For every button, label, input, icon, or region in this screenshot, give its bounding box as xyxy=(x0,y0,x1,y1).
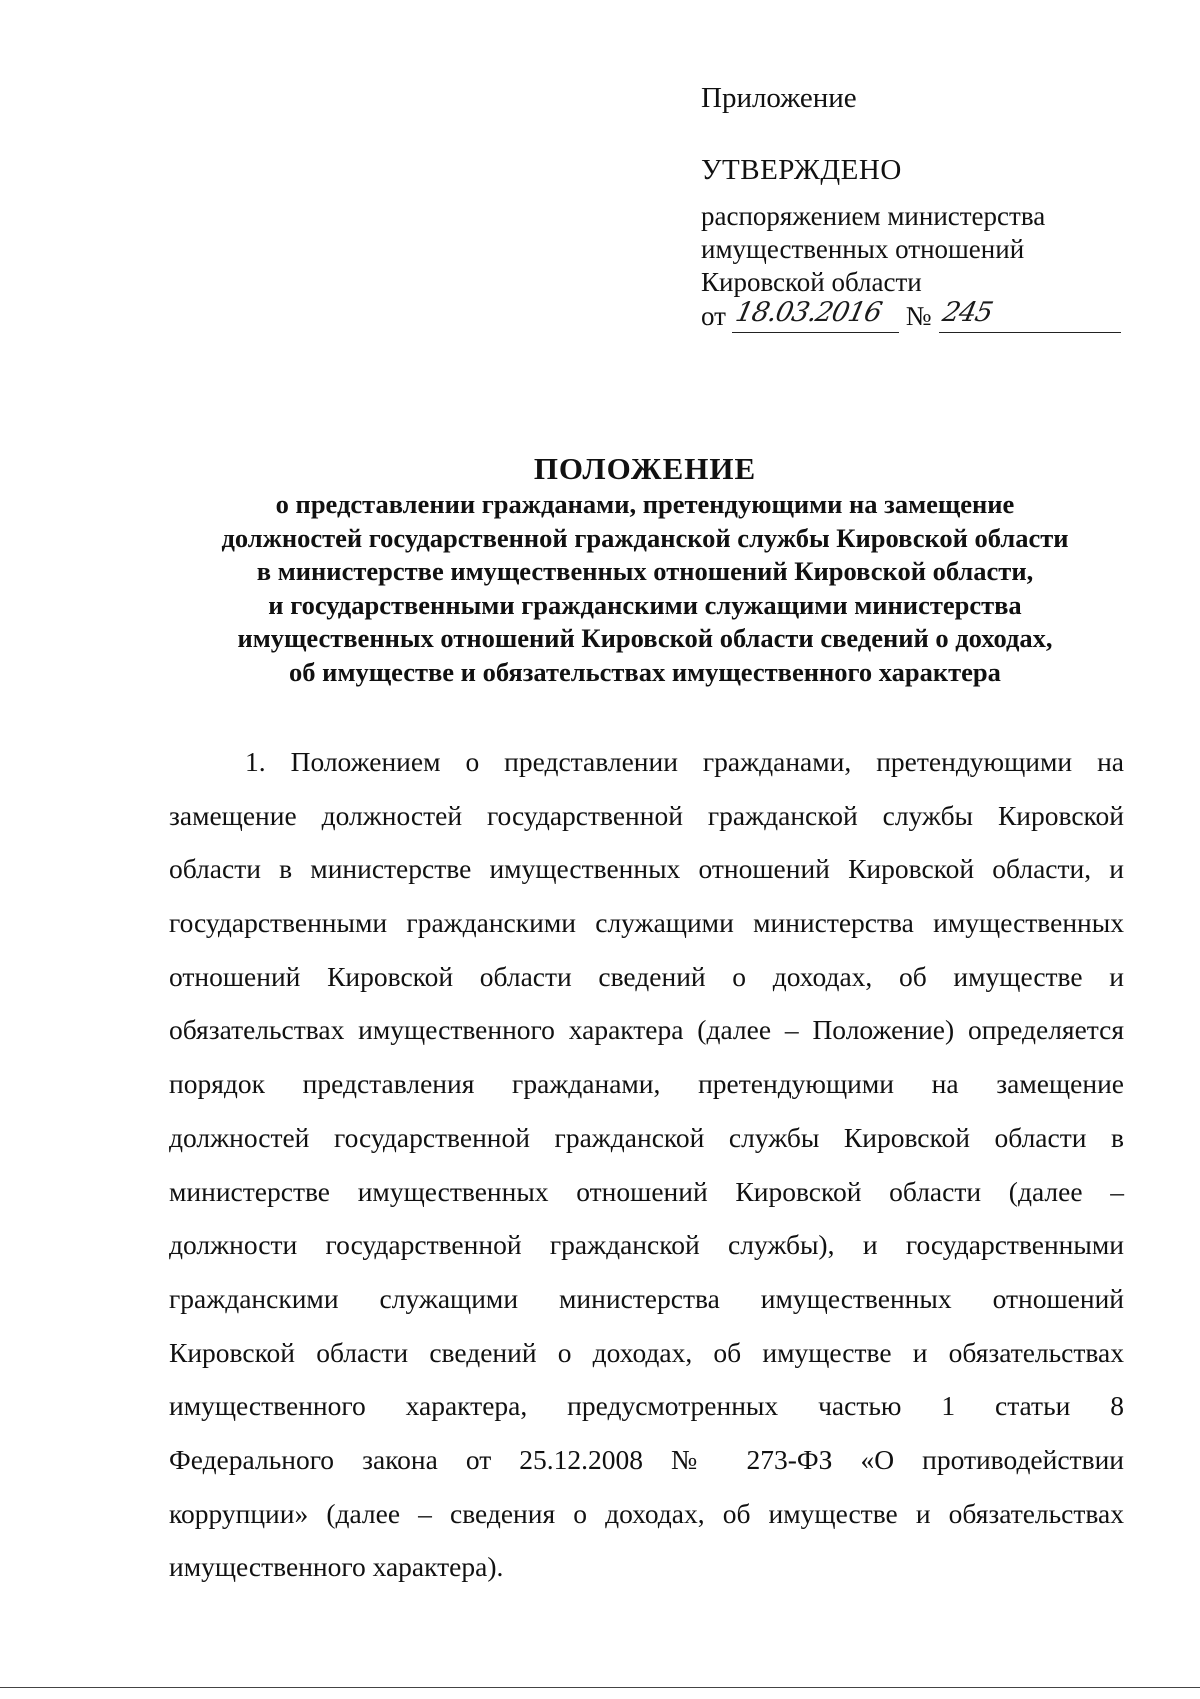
title-line: имущественных отношений Кировской области сведений о доходах, xyxy=(237,623,1053,653)
body-line: замещение должностей государственной гражданской службы Кировской xyxy=(169,799,1124,831)
body-line: министерстве имущественных отношений Кировской области (далее – xyxy=(169,1175,1124,1207)
title-main: ПОЛОЖЕНИЕ xyxy=(533,451,757,486)
body-line: отношений Кировской области сведений о доходах, об имуществе и xyxy=(169,960,1124,992)
body-line: должностей государственной гражданской службы Кировской области в xyxy=(169,1121,1124,1153)
body-line: обязательствах имущественного характера (далее – Положение) определяется xyxy=(169,1014,1124,1046)
appendix-label: Приложение xyxy=(701,82,857,114)
from-prefix: от xyxy=(701,301,726,331)
approved-by xyxy=(701,200,1131,299)
document-title xyxy=(130,450,1160,689)
title-subtitle xyxy=(130,488,1160,689)
body-line: гражданскими служащими министерства имущественных отношений xyxy=(169,1282,1124,1314)
title-line: об имуществе и обязательствах имущественного характера xyxy=(289,656,1001,687)
body-line: порядок представления гражданами, претендующими на замещение xyxy=(169,1068,1124,1100)
date-blank xyxy=(732,297,899,333)
body-line: государственными гражданскими служащими министерства имущественных xyxy=(169,907,1124,939)
title-line: в министерстве имущественных отношений Кировской области, xyxy=(256,556,1034,586)
date-number-line xyxy=(701,299,1131,337)
handwritten-number: 245 xyxy=(940,297,996,328)
title-line: о представлении гражданами, претендующими на замещение xyxy=(275,489,1015,519)
approved-by-line: Кировской области xyxy=(701,267,922,297)
title-line: и государственными гражданскими служащими министерства xyxy=(268,589,1022,620)
body-line: Федерального закона от 25.12.2008 № 273-ФЗ «О противодействии xyxy=(169,1443,1124,1475)
body-line: области в министерстве имущественных отношений Кировской области, и xyxy=(169,853,1124,885)
paragraph-1 xyxy=(169,735,1124,1594)
footer-rule xyxy=(0,1687,1200,1688)
approved-by-line: имущественных отношений xyxy=(701,234,1025,264)
title-line: должностей государственной гражданской службы Кировской области xyxy=(221,522,1069,553)
body-line: имущественного характера, предусмотренных частью 1 статьи 8 xyxy=(169,1390,1124,1422)
body-line: коррупции» (далее – сведения о доходах, об имуществе и обязательствах xyxy=(169,1497,1124,1529)
number-blank xyxy=(939,297,1121,333)
number-prefix: № xyxy=(905,301,932,331)
handwritten-date: 18.03.2016 xyxy=(732,297,884,328)
approved-label: УТВЕРЖДЕНО xyxy=(701,154,902,186)
body-line: имущественного характера). xyxy=(169,1551,504,1583)
body-line: 1. Положением о представлении гражданами, претендующими на xyxy=(245,746,1124,777)
body-line: должности государственной гражданской службы), и государственными xyxy=(169,1229,1124,1261)
body-line: Кировской области сведений о доходах, об имуществе и обязательствах xyxy=(169,1336,1124,1368)
appendix-block xyxy=(701,80,1131,337)
approved-by-line: распоряжением министерства xyxy=(701,201,1046,231)
